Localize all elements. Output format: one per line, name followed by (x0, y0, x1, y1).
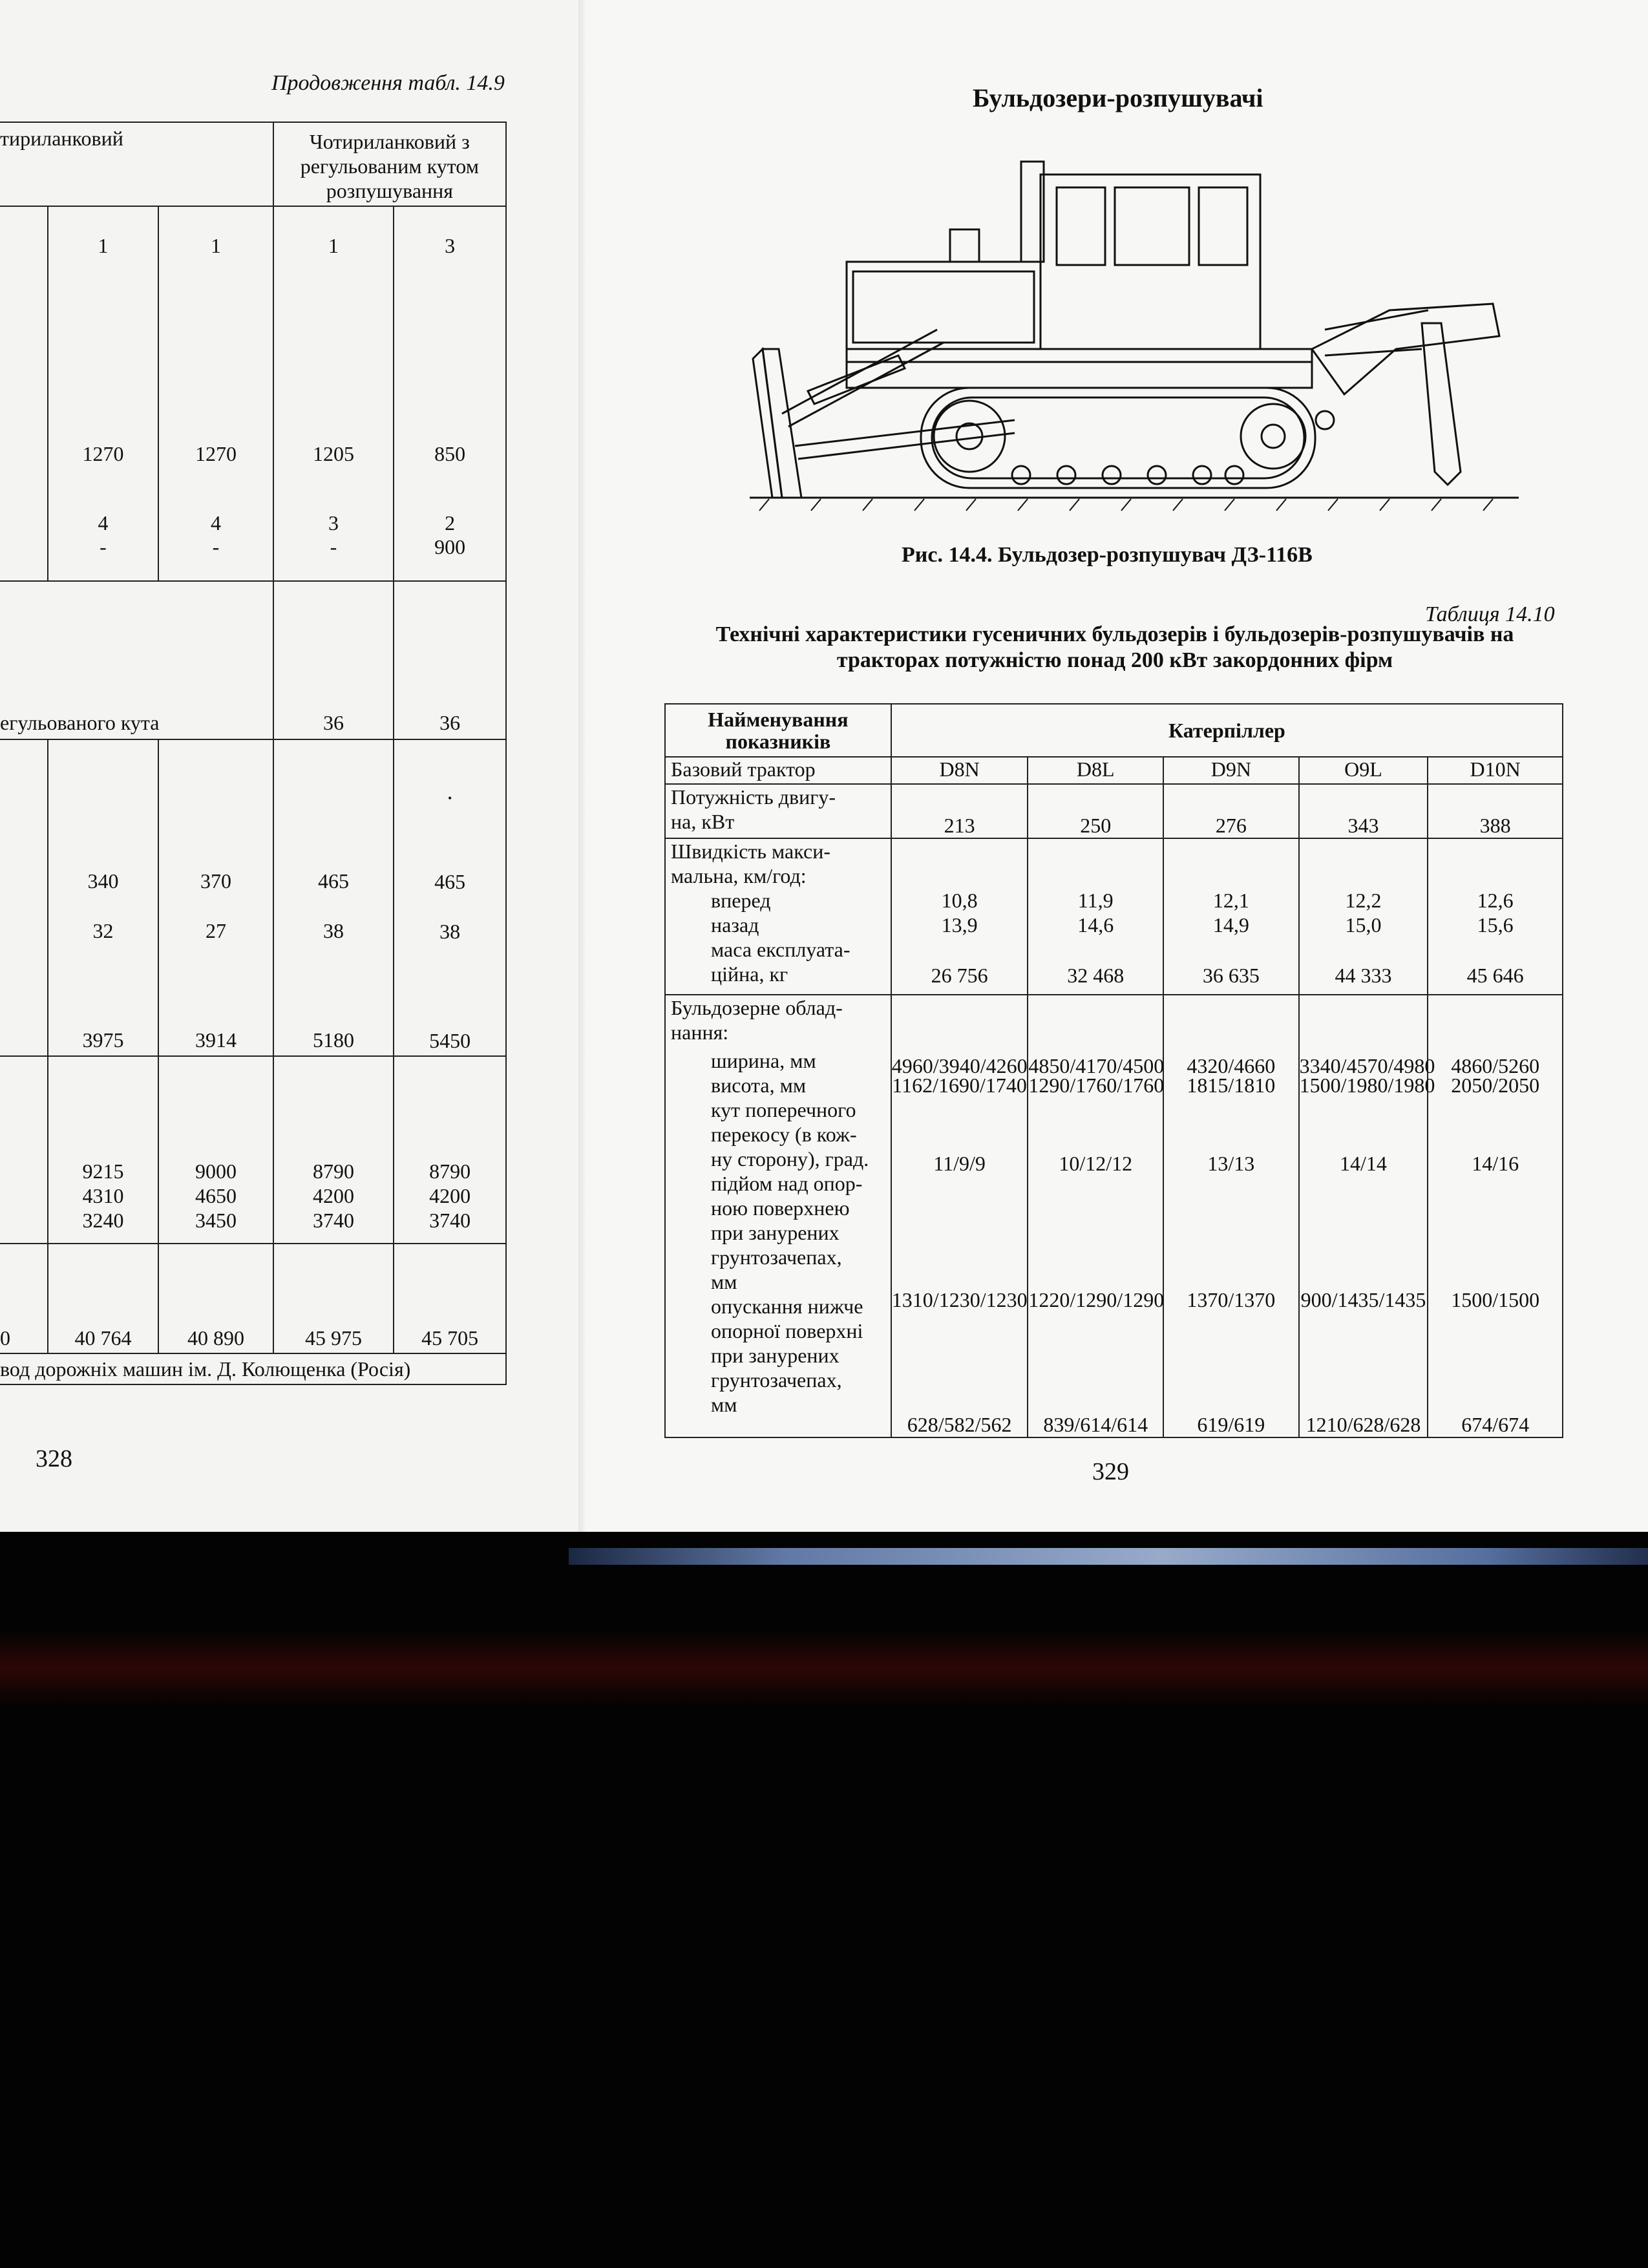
row-label-base: Базовий трактор (665, 757, 891, 784)
page-number: 328 (36, 1445, 72, 1472)
model-cell: D8N (891, 757, 1028, 784)
angle-label: егульованого кута (0, 581, 273, 739)
figure-caption: Рис. 14.4. Бульдозер-розпушувач ДЗ-116В (902, 543, 1313, 567)
header-cell-2: Чотириланковий з регульованим кутом розпушування (273, 122, 506, 206)
row-label-blade: Бульдозерне облад- нання: ширина, мм висота, мм кут поперечного перекосу (в кож- ну сторону), град. підйом над опор- ною поверхнею при занурених грунтозачепах, мм опускання нижче опорної поверхні при занурених грунтозачепах, мм (665, 995, 891, 1437)
cell: 3 850 2 900 (394, 206, 506, 581)
left-table (0, 122, 507, 1385)
left-page (0, 0, 585, 1532)
cell: 8790 4200 3740 (394, 1056, 506, 1244)
ripper-tooth (1422, 323, 1461, 485)
header-cell-1: тириланковий (0, 122, 273, 206)
cell: 370 27 3914 (158, 739, 273, 1056)
specs-table (664, 703, 1563, 1438)
engine-hood (847, 262, 1041, 349)
model-cell: D9N (1163, 757, 1299, 784)
table-continuation-caption: Продовження табл. 14.9 (271, 71, 505, 95)
speed-cell: 12,6 15,6 45 646 (1428, 838, 1563, 995)
blade-cell: 4850/4170/4500 1290/1760/1760 10/12/12 1220/1290/1290 839/614/614 (1028, 995, 1163, 1437)
cell: 0 (0, 1244, 48, 1353)
table-footer: вод дорожніх машин ім. Д. Колющенка (Росія) (0, 1353, 506, 1384)
cell: 9000 4650 3450 (158, 1056, 273, 1244)
dot-mark: • (448, 792, 452, 805)
model-cell: O9L (1299, 757, 1428, 784)
column-header-parameter: Найменування показників (665, 704, 891, 757)
row-label-power: Потужність двигу- на, кВт (665, 784, 891, 838)
cell: 9215 4310 3240 (48, 1056, 159, 1244)
cell: 45 705 (394, 1244, 506, 1353)
cell: • 465 38 5450 (394, 739, 506, 1056)
cell: 1 1270 4 - (158, 206, 273, 581)
cell: 340 32 3975 (48, 739, 159, 1056)
cell: 40 890 (158, 1244, 273, 1353)
blade-cell: 4960/3940/4260 1162/1690/1740 11/9/9 1310/1230/1230 628/582/562 (891, 995, 1028, 1437)
blade-cell: 4860/5260 2050/2050 14/16 1500/1500 674/674 (1428, 995, 1563, 1437)
blade-cell: 3340/4570/4980 1500/1980/1980 14/14 900/1435/1435 1210/628/628 (1299, 995, 1428, 1437)
power-cell: 276 (1163, 784, 1299, 838)
power-cell: 250 (1028, 784, 1163, 838)
power-cell: 343 (1299, 784, 1428, 838)
cell: 465 38 5180 (273, 739, 394, 1056)
cell: 36 (394, 581, 506, 739)
table-title: Технічні характеристики гусеничних бульдозерів і бульдозерів-розпушувачів на тракторах потужністю понад 200 кВт закордонних фірм (715, 622, 1514, 672)
model-cell: D8L (1028, 757, 1163, 784)
power-cell: 388 (1428, 784, 1563, 838)
scan-light-streak (569, 1548, 1648, 1565)
speed-cell: 12,1 14,9 36 635 (1163, 838, 1299, 995)
scan-red-haze (0, 1629, 1648, 1706)
model-cell: D10N (1428, 757, 1563, 784)
section-title: Бульдозери-розпушувачі (973, 83, 1263, 112)
row-label-speed: Швидкість макси- мальна, км/год: вперед назад маса експлуата- ційна, кг (665, 838, 891, 995)
cell: 1 1205 3 - (273, 206, 394, 581)
speed-cell: 10,8 13,9 26 756 (891, 838, 1028, 995)
table-number: Таблиця 14.10 (1425, 602, 1555, 626)
idler-wheel (1241, 404, 1305, 469)
cab (1041, 175, 1260, 349)
blade-cell: 4320/4660 1815/1810 13/13 1370/1370 619/619 (1163, 995, 1299, 1437)
ripper-frame (1312, 304, 1499, 394)
cell: 8790 4200 3740 (273, 1056, 394, 1244)
bulldozer-figure (743, 136, 1528, 524)
speed-cell: 11,9 14,6 32 468 (1028, 838, 1163, 995)
page-number: 329 (1092, 1458, 1129, 1485)
column-header-firm: Катерпіллер (891, 704, 1563, 757)
cell: 45 975 (273, 1244, 394, 1353)
cell: 40 764 (48, 1244, 159, 1353)
power-cell: 213 (891, 784, 1028, 838)
speed-cell: 12,2 15,0 44 333 (1299, 838, 1428, 995)
cell: 1 1270 4 - (48, 206, 159, 581)
cell: 36 (273, 581, 394, 739)
